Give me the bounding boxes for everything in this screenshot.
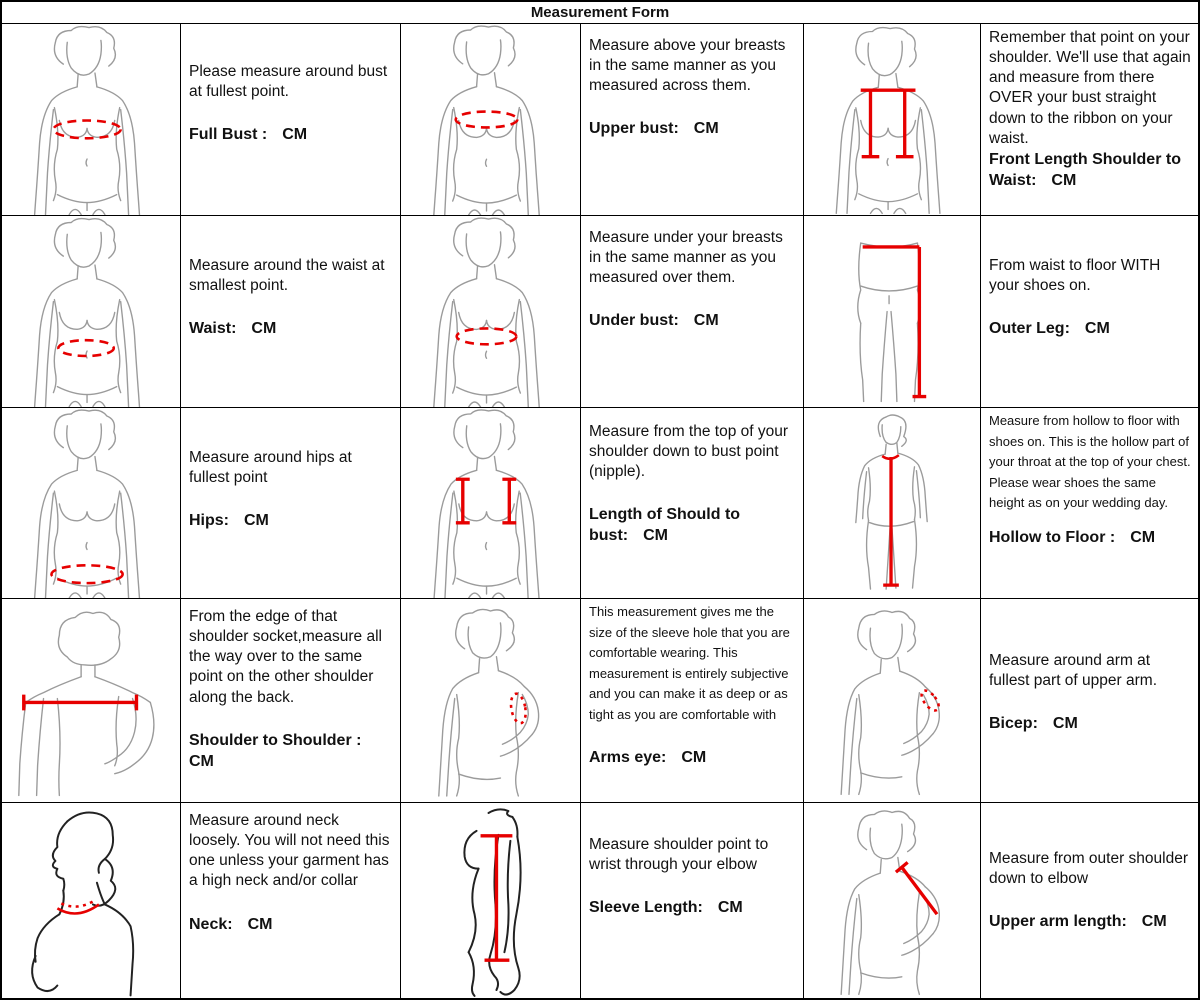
- measurement-label: Full Bust :: [189, 126, 268, 144]
- measurement-label-line: [589, 311, 797, 332]
- instruction-text: Measure around hips at fullest point: [189, 449, 352, 487]
- unit-label: CM: [643, 527, 668, 545]
- measurement-label-line: [989, 319, 1192, 340]
- figure-cell-shoulder-to-bust: [401, 408, 581, 599]
- measurement-label: Hollow to Floor :: [989, 528, 1116, 546]
- figure-cell-upper-bust: [401, 24, 581, 216]
- figure-cell-under-bust: [401, 216, 581, 408]
- hollow-to-floor-measure-line: [883, 457, 899, 585]
- instruction-text: Remember that point on your shoulder. We'll use that again and measure from there OVER your bust straight down to the ribbon on your waist.: [989, 29, 1191, 147]
- under-bust-measure-line: [457, 328, 517, 344]
- figure-cell-front-length: [804, 24, 981, 216]
- waist-figure: [2, 216, 180, 407]
- instruction-cell-hips: [181, 408, 401, 599]
- instruction-text: From the edge of that shoulder socket,measure all the way over to the same point on the other shoulder along the back.: [189, 608, 382, 706]
- upper-bust-figure: [401, 24, 580, 215]
- upper-bust-measure-line: [456, 112, 518, 128]
- figure-cell-outer-leg: [804, 216, 981, 408]
- measurement-label-line: [189, 915, 394, 936]
- measurement-label: Neck:: [189, 915, 233, 933]
- instruction-cell-waist: [181, 216, 401, 408]
- arms-eye-figure: [401, 599, 580, 802]
- figure-cell-neck: [2, 803, 181, 998]
- unit-label: CM: [282, 126, 308, 144]
- measurement-label: Upper bust:: [589, 120, 679, 138]
- instruction-text: Measure above your breasts in the same manner as you measured across them.: [589, 37, 786, 95]
- measurement-label: Waist:: [189, 320, 237, 338]
- unit-label: CM: [247, 915, 273, 933]
- figure-cell-sleeve-length: [401, 803, 581, 998]
- instruction-text: Measure shoulder point to wrist through your elbow: [589, 836, 769, 874]
- front-length-shoulder-to-waist-figure: [804, 24, 980, 215]
- measurement-label-line: [589, 898, 797, 919]
- instruction-cell-neck: [181, 803, 401, 998]
- arms-eye-measure-line: [509, 693, 528, 725]
- instruction-cell-front-length: [981, 24, 1198, 216]
- measurement-grid: [2, 24, 1198, 998]
- unit-label: CM: [1130, 528, 1156, 546]
- measurement-label-line: [189, 731, 394, 773]
- instruction-text: Please measure around bust at fullest point.: [189, 63, 388, 101]
- unit-label: CM: [693, 312, 719, 330]
- unit-label: CM: [189, 752, 214, 770]
- instruction-cell-sleeve-length: [581, 803, 804, 998]
- unit-label: CM: [1052, 715, 1078, 733]
- hollow-to-floor-figure: [804, 408, 980, 598]
- instruction-cell-hollow-to-floor: [981, 408, 1198, 599]
- measurement-label-line: [989, 528, 1192, 549]
- instruction-text: Measure around arm at fullest part of upper arm.: [989, 652, 1157, 690]
- hips-figure: [2, 408, 180, 598]
- figure-cell-hips: [2, 408, 181, 599]
- unit-label: CM: [251, 320, 277, 338]
- unit-label: CM: [1084, 320, 1110, 338]
- instruction-cell-bicep: [981, 599, 1198, 803]
- measurement-label: Upper arm length:: [989, 913, 1127, 931]
- unit-label: CM: [1141, 913, 1167, 931]
- measurement-label-line: [189, 511, 394, 532]
- under-bust-figure: [401, 216, 580, 407]
- instruction-text: Measure from outer shoulder down to elbow: [989, 850, 1189, 888]
- instruction-text: From waist to floor WITH your shoes on.: [989, 257, 1161, 295]
- sleeve-length-figure: [401, 803, 580, 998]
- measurement-label-line: [189, 125, 394, 146]
- unit-label: CM: [717, 899, 743, 917]
- figure-cell-hollow-to-floor: [804, 408, 981, 599]
- measurement-label: Arms eye:: [589, 749, 667, 767]
- measurement-label: Bicep:: [989, 715, 1038, 733]
- instruction-text: Measure from hollow to floor with shoes on. This is the hollow part of your throat at the top of your chest. Please wear shoes the same height as on your wedding day.: [989, 413, 1191, 511]
- unit-label: CM: [681, 749, 707, 767]
- instruction-text: Measure under your breasts in the same manner as you measured over them.: [589, 229, 783, 287]
- upper-arm-length-figure: [804, 803, 980, 998]
- instruction-cell-upper-bust: [581, 24, 804, 216]
- figure-cell-full-bust: [2, 24, 181, 216]
- instruction-cell-shoulder-to-shoulder: [181, 599, 401, 803]
- shoulder-to-shoulder-measure-line: [24, 695, 137, 711]
- instruction-cell-shoulder-to-bust: [581, 408, 804, 599]
- instruction-cell-full-bust: [181, 24, 401, 216]
- instruction-text: This measurement gives me the size of the sleeve hole that you are comfortable wearing. This measurement is entirely subjective and you can make it as deep or as tight as you are comfortable with: [589, 604, 790, 722]
- instruction-text: Measure around the waist at smallest point.: [189, 257, 385, 295]
- form-title: Measurement Form: [2, 2, 1198, 24]
- instruction-cell-outer-leg: [981, 216, 1198, 408]
- unit-label: CM: [244, 512, 269, 530]
- instruction-text: Measure around neck loosely. You will not need this one unless your garment has a high neck and/or collar: [189, 812, 390, 890]
- measurement-label: Sleeve Length:: [589, 899, 703, 917]
- measurement-label: Outer Leg:: [989, 320, 1070, 338]
- measurement-label-line: [989, 912, 1192, 933]
- unit-label: CM: [693, 120, 719, 138]
- instruction-text: Measure from the top of your shoulder down to bust point (nipple).: [589, 423, 789, 481]
- upper-arm-measure-line: [896, 862, 937, 914]
- measurement-label-line: [589, 748, 797, 769]
- unit-label: CM: [1051, 171, 1077, 189]
- full-bust-figure: [2, 24, 180, 215]
- measurement-label-line: [989, 714, 1192, 735]
- measurement-label: Shoulder to Shoulder :: [189, 731, 362, 749]
- outer-leg-figure: [804, 216, 980, 407]
- figure-cell-arms-eye: [401, 599, 581, 803]
- figure-cell-upper-arm-length: [804, 803, 981, 998]
- measurement-label-line: [589, 119, 797, 140]
- instruction-cell-upper-arm-length: [981, 803, 1198, 998]
- front-length-measure-line: [861, 90, 916, 156]
- measurement-label: Hips:: [189, 512, 229, 530]
- figure-cell-shoulder-to-shoulder: [2, 599, 181, 803]
- shoulder-to-bust-figure: [401, 408, 580, 598]
- measurement-label: Front Length Shoulder to Waist:: [989, 150, 1181, 189]
- neck-figure: [2, 803, 180, 998]
- measurement-label: Length of Should to bust:: [589, 506, 741, 545]
- instruction-cell-under-bust: [581, 216, 804, 408]
- bicep-figure: [804, 599, 980, 802]
- measurement-label-line: [989, 150, 1192, 192]
- neck-measure-line-dotted: [61, 900, 96, 907]
- measurement-label-line: [189, 319, 394, 340]
- measurement-label-line: [589, 505, 797, 547]
- measurement-label: Under bust:: [589, 312, 679, 330]
- instruction-cell-arms-eye: [581, 599, 804, 803]
- figure-cell-waist: [2, 216, 181, 408]
- figure-cell-bicep: [804, 599, 981, 803]
- shoulder-to-shoulder-figure: [2, 599, 180, 802]
